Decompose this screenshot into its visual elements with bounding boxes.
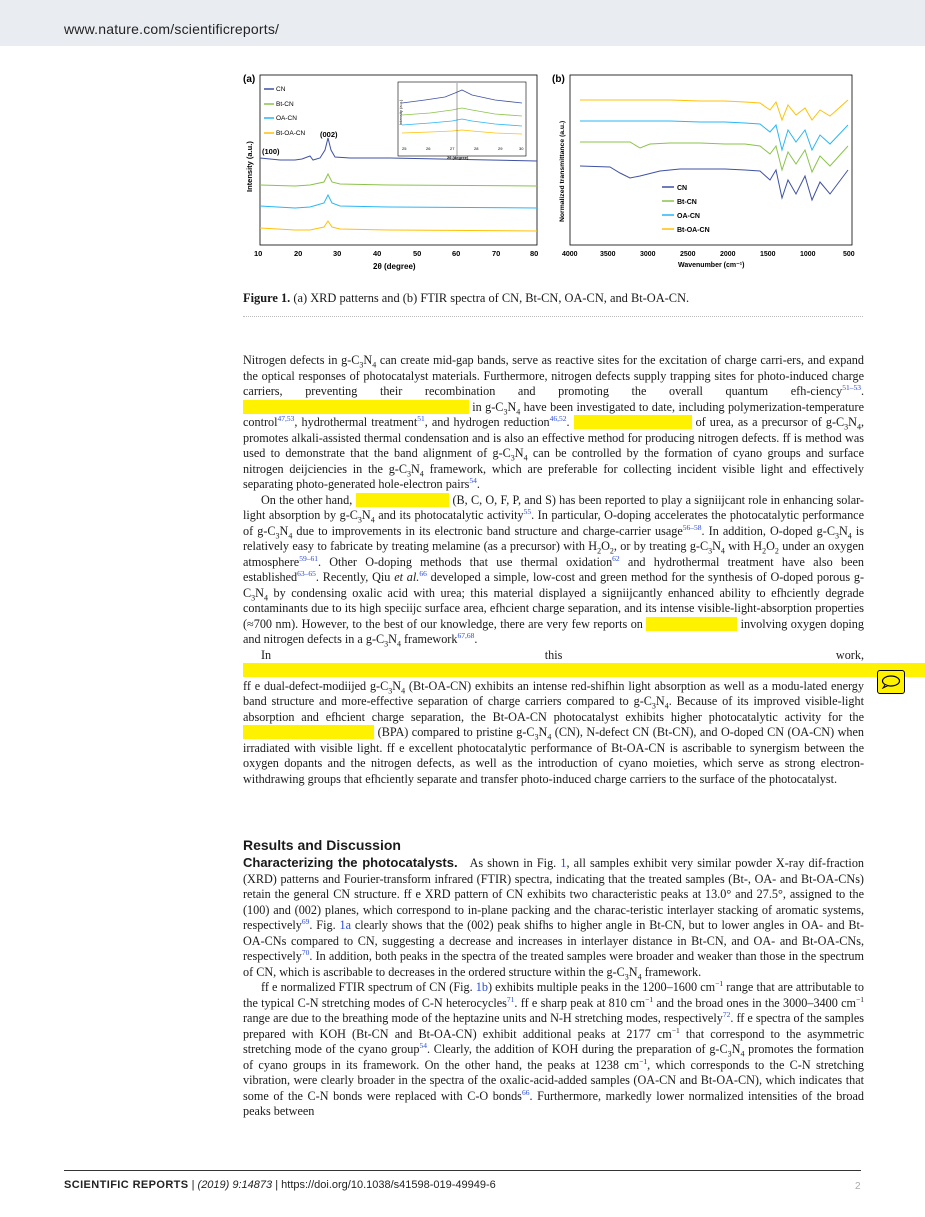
svg-text:28: 28 bbox=[474, 146, 479, 151]
doi-link[interactable]: https://doi.org/10.1038/s41598-019-49949-6 bbox=[281, 1179, 496, 1191]
site-url[interactable]: www.nature.com/scientificreports/ bbox=[64, 21, 280, 37]
footer: SCIENTIFIC REPORTS | (2019) 9:14873 | https://doi.org/10.1038/s41598-019-49949-6 bbox=[64, 1179, 496, 1191]
x-tick: 3000 bbox=[640, 251, 656, 258]
x-tick: 40 bbox=[373, 249, 382, 258]
legend-bt-cn: Bt-CN bbox=[677, 199, 697, 206]
xrd-y-label: Intensity (a.u.) bbox=[245, 141, 254, 192]
caption-label: Figure 1. bbox=[243, 291, 291, 305]
paragraph: Nitrogen defects in $g-C_3N_4$ can create mid-gap bands, serve as reactive sites for the excitation of charge carri-ers, and expand the optical responses of photocatalyst materials. Furthermore, nitrogen defects supply trapping sites for photo-induced charge carriers, preventing their recombination and promoting the overall quantum efh-ciency$^{51-53}$. in $g-C_3N_4$ have been investigated to date, including polymerization-temperature control$^{47,53}$, hydrothermal treatment$^{51}$, and hydrogen reduction$^{46,52}$. of urea, as a precursor of $g-C_3N_4$, promotes alkali-assisted thermal condensation and is also an effective method for producing nitrogen defects. ff is method was used to demonstrate that the band alignment of $g-C_3N_4$ can be controlled by the formation of cyano groups and surface nitrogen deijciencies in the $g-C_3N_4$ framework, which are preferable for collecting incident visible light and effectively separating photo-generated hole-electron pairs$^{54}$. bbox=[243, 353, 865, 491]
page-number: 2 bbox=[855, 1181, 861, 1192]
x-tick: 500 bbox=[843, 251, 855, 258]
figure-caption bbox=[243, 291, 689, 306]
ftir-chart bbox=[550, 70, 860, 275]
paragraph: Characterizing the photocatalysts. As shown in Fig. 1, all samples exhibit very similar powder X-ray dif-fraction (XRD) patterns and Fourier-transform infrared (FTIR) spectra, indicating that the treated samples (Bt-, OA- and Bt-OA-CNs) retain the general CN structure. ff e XRD pattern of CN exhibits two characteristic peaks at 13.0° and 27.5°, assigned to the (100) and (002) planes, which correspond to in-plane packing and the charac-teristic interlayer stacking of aromatic systems, respectively$^{69}$. Fig. 1a clearly shows that the (002) peak shifhs to higher angle in Bt-CN, but to lower angles in OA- and Bt-OA-CNs compared to CN, suggesting a decrease and increases in interlayer distance in Bt-CN, and OA- and Bt-OA-CNs, respectively$^{70}$. In addition, both peaks in the spectra of the treated samples were broader and weaker than those in the spectrum of CN, which is ascribable to decreases in the ordered structure within the $g-C_3N_4$ framework. bbox=[243, 855, 865, 981]
legend-oa-cn: OA-CN bbox=[276, 115, 297, 122]
xrd-chart bbox=[240, 70, 540, 275]
journal-name: SCIENTIFIC REPORTS bbox=[64, 1179, 189, 1191]
x-tick: 1000 bbox=[800, 251, 816, 258]
svg-text:Intensity (a.u.): Intensity (a.u.) bbox=[398, 99, 403, 125]
svg-text:26: 26 bbox=[426, 146, 431, 151]
legend-bt-oa-cn: Bt-OA-CN bbox=[276, 130, 306, 137]
xrd-inset bbox=[398, 82, 526, 160]
footer-divider bbox=[64, 1170, 861, 1171]
section-title: Results and Discussion bbox=[243, 837, 401, 853]
ftir-legend bbox=[662, 185, 710, 234]
ftir-curve-oa-cn bbox=[580, 121, 848, 150]
paragraph: ff e normalized FTIR spectrum of CN (Fig. 1b) exhibits multiple peaks in the 1200–1600 $cm^{-1}$ range that are attributable to the typical C-N stretching modes of C-N heterocycles$^{71}$. ff e sharp peak at 810 $cm^{-1}$ and the broad ones in the 3000–3400 $cm^{-1}$ range are due to the breathing mode of the heptazine units and N-H stretching modes, respectively$^{72}$. ff e spectra of the samples prepared with KOH (Bt-CN and Bt-OA-CN) exhibit additional peaks at 2177 $cm^{-1}$ that correspond to the asymmetric stretching mode of the cyano group$^{54}$. Clearly, the addition of KOH during the preparation of $g-C_3N_4$ promotes the formation of cyano groups in its framework. On the other hand, the peaks at 1238 $cm^{-1}$, which corresponds to the C-N stretching vibration, were clearly broader in the spectra of the oxalic-acid-added samples (OA-CN and Bt-OA-CN), which indicates that some of the C-N bonds were replaced with C-O bonds$^{66}$. Furthermore, markedly lower normalized intensities of the broad peaks between bbox=[243, 978, 865, 1118]
paragraph: In this work, ff e dual-defect-modiijed $g-C_3N_4$ (Bt-OA-CN) exhibits an intense red-shifhin light absorption as well as a modu-lated energy band structure and more-effective separation of charge carriers compared to $g-C_3N_4$. Because of its improved visible-light absorption and efhcient charge separation, the Bt-OA-CN photocatalyst exhibits higher photocatalytic activity for the (BPA) compared to pristine $g-C_3N_4$ (CN), N-defect CN (Bt-CN), and O-doped CN (OA-CN) when irradiated with visible light. ff e excellent photocatalytic performance of Bt-OA-CN is ascribable to synergism between the oxygen dopants and the nitrogen defects, as well as the introduction of cyano moieties, which serve as strong electron-withdrawing groups that efhciently separate and transfer photo-induced charge carriers to the surface of the photocatalyst. bbox=[243, 648, 864, 788]
figure-b-ftir bbox=[550, 70, 860, 280]
ftir-y-label: Normalized transmittance (a.u.) bbox=[559, 120, 566, 222]
divider bbox=[243, 316, 863, 317]
figure-a-xrd bbox=[240, 70, 540, 280]
xrd-curve-bt-oa-cn bbox=[260, 221, 537, 231]
x-tick: 2500 bbox=[680, 251, 696, 258]
subsection-title: Characterizing the photocatalysts. bbox=[243, 855, 458, 870]
paragraph: On the other hand, (B, C, O, F, P, and S) has been reported to play a signiijcant role in enhancing solar-light absorption by $g-C_3N_4$ and its photocatalytic activity$^{55}$. In particular, O-doping accelerates the photocatalytic performance of $g-C_3N_4$ due to improvements in its electronic band structure and charge-carrier usage$^{56-58}$. In addition, O-doped $g-C_3N_4$ is relatively easy to fabricate by treating melamine (as a precursor) with $H_2O_2$, or by treating $g-C_3N_4$ with $H_2O_2$ under an oxygen atmosphere$^{59-61}$. Other O-doping methods that use thermal oxidation$^{62}$ and hydrothermal treatment have also been established$^{63-65}$. Recently, Qiu et al.$^{66}$ developed a simple, low-cost and green method for the synthesis of O-doped porous $g-C_3N_4$ by condensing oxalic acid with urea; this material displayed a signiijcantly enhanced ability to efhciently degrade contaminants due to its high speciijc surface area, efhcient charge separation, and its intense visible-light-absorption properties (≈700 nm). However, to the best of our knowledge, there are very few reports on involving oxygen doping and nitrogen defects in a $g-C_3N_4$ framework$^{67,68}$. bbox=[243, 492, 865, 649]
x-tick: 3500 bbox=[600, 251, 616, 258]
ftir-x-label: Wavenumber (cm⁻¹) bbox=[678, 262, 745, 269]
legend-oa-cn: OA-CN bbox=[677, 213, 700, 220]
x-tick: 10 bbox=[254, 249, 263, 258]
comment-icon[interactable] bbox=[877, 670, 905, 694]
legend-cn: CN bbox=[276, 86, 286, 93]
ftir-curve-bt-cn bbox=[580, 142, 848, 172]
intro-paragraphs bbox=[243, 353, 864, 787]
x-tick: 1500 bbox=[760, 251, 776, 258]
caption-text: (a) XRD patterns and (b) FTIR spectra of CN, Bt-CN, OA-CN, and Bt-OA-CN. bbox=[293, 291, 690, 305]
site-header bbox=[0, 0, 925, 46]
xrd-x-label: 2θ (degree) bbox=[373, 262, 416, 271]
results-paragraphs bbox=[243, 855, 864, 1120]
legend-bt-cn: Bt-CN bbox=[276, 101, 294, 108]
svg-text:27: 27 bbox=[450, 146, 455, 151]
annotation-002: (002) bbox=[320, 130, 338, 139]
svg-text:25: 25 bbox=[402, 146, 407, 151]
x-tick: 2000 bbox=[720, 251, 736, 258]
annotation-100: (100) bbox=[262, 147, 280, 156]
ftir-curve-cn bbox=[580, 166, 848, 200]
panel-label-a: (a) bbox=[243, 74, 256, 85]
x-tick: 50 bbox=[413, 249, 422, 258]
ftir-x-ticks bbox=[562, 251, 855, 258]
ftir-curve-bt-oa-cn bbox=[580, 100, 848, 120]
x-tick: 4000 bbox=[562, 251, 578, 258]
xrd-legend bbox=[264, 86, 306, 137]
svg-text:29: 29 bbox=[498, 146, 503, 151]
x-tick: 20 bbox=[294, 249, 303, 258]
legend-bt-oa-cn: Bt-OA-CN bbox=[677, 227, 710, 234]
svg-text:2θ (degree): 2θ (degree) bbox=[447, 155, 469, 160]
xrd-x-ticks bbox=[254, 249, 538, 258]
x-tick: 60 bbox=[452, 249, 461, 258]
panel-label-b: (b) bbox=[552, 74, 565, 85]
x-tick: 70 bbox=[492, 249, 501, 258]
x-tick: 30 bbox=[333, 249, 342, 258]
x-tick: 80 bbox=[530, 249, 539, 258]
volume-info: (2019) 9:14873 bbox=[197, 1179, 273, 1191]
xrd-curve-bt-cn bbox=[260, 174, 537, 186]
xrd-curve-oa-cn bbox=[260, 195, 537, 208]
legend-cn: CN bbox=[677, 185, 688, 192]
speech-bubble-icon bbox=[881, 675, 901, 689]
svg-text:30: 30 bbox=[519, 146, 524, 151]
